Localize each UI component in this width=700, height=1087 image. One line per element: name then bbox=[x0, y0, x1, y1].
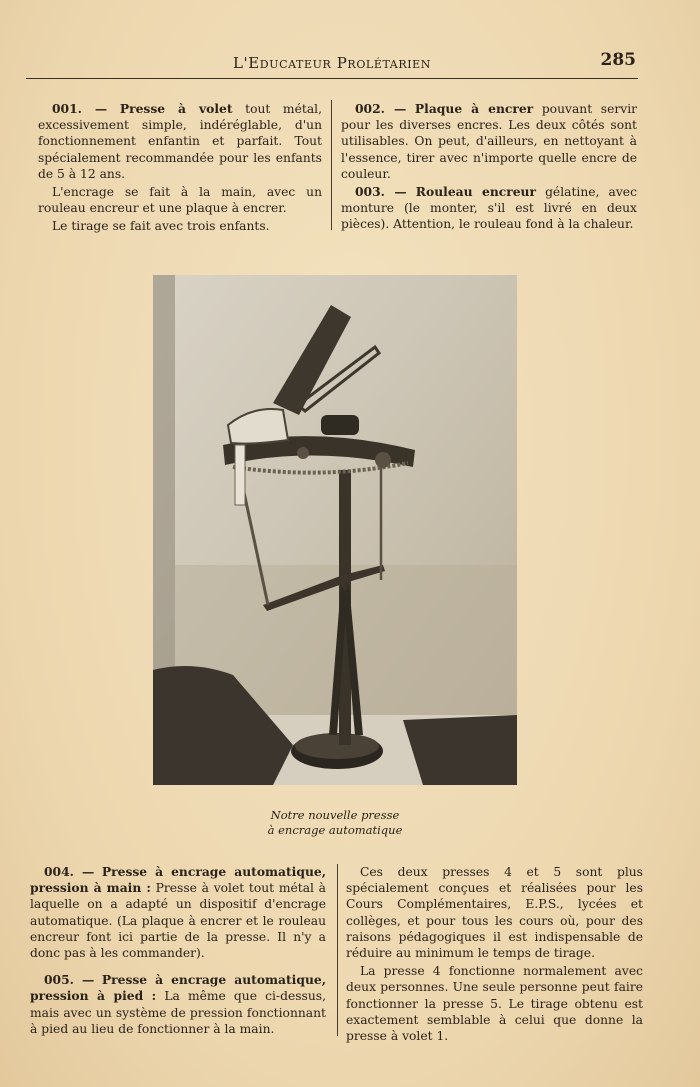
item-005 bbox=[30, 972, 326, 1037]
item-005-number: 005. — bbox=[44, 972, 95, 988]
item-003-number: 003. — bbox=[355, 184, 407, 200]
press-illustration bbox=[153, 275, 517, 785]
column-divider-top bbox=[331, 100, 332, 230]
bottom-right-column bbox=[346, 864, 643, 1044]
top-left-column bbox=[38, 101, 322, 235]
item-001 bbox=[38, 101, 322, 182]
item-005-title: Presse à encrage automatique, pression à pied : bbox=[30, 972, 326, 1004]
item-001-number: 001. — bbox=[52, 101, 108, 116]
item-003-title: Rouleau encreur bbox=[415, 184, 536, 200]
item-002-text: pouvant servir pour les diverses encres. Les deux côtés sont utilisables. On peut, d'ailleurs, en nettoyant à l'essence, tirer avec n'importe quelle encre de couleur. bbox=[341, 102, 638, 181]
top-right-column bbox=[341, 101, 637, 233]
item-002-number: 002. — bbox=[355, 101, 407, 116]
press-photograph bbox=[153, 275, 517, 785]
journal-title: L'Educateur Prolétarien bbox=[232, 54, 432, 72]
bottom-right-paragraph-2: La presse 4 fonctionne normalement avec deux personnes. Une seule personne peut faire fonctionner la presse 5. Le tirage obtenu est exactement semblable à celui que donne la presse à volet 1. bbox=[346, 964, 643, 1044]
item-005-text: La même que ci-dessus, mais avec un système de pression fonctionnant à pied au lieu de fonctionner à la main. bbox=[30, 989, 326, 1036]
item-001-title: Presse à volet bbox=[119, 101, 233, 116]
bottom-right-paragraph-1: Ces deux presses 4 et 5 sont plus spécialement conçues et réalisées pour les Cours Complémentaires, E.P.S., lycées et collèges, et pour tous les cours où, pour des raisons pédagogiques il est indispensable de réduire au minimum le temps de tirage. bbox=[346, 865, 643, 961]
page-number: 285 bbox=[600, 50, 636, 70]
item-004-text: Presse à volet tout métal à laquelle on a adapté un dispositif d'encrage automatique. (La plaque à encrer et le rouleau encreur font ici partie de la presse. Il n'y a donc pas à les commander). bbox=[30, 881, 326, 961]
figure-caption bbox=[200, 808, 470, 838]
item-003-text: gélatine, avec monture (le monter, s'il est livré en deux pièces). Attention, le rouleau fond à la chaleur. bbox=[341, 185, 637, 232]
item-002-title: Plaque à encrer bbox=[414, 101, 534, 116]
item-002 bbox=[341, 101, 637, 182]
caption-line-1: Notre nouvelle presse bbox=[270, 808, 400, 822]
bottom-left-column bbox=[30, 864, 326, 1037]
item-004-title: Presse à encrage automatique, pression à main : bbox=[30, 864, 326, 896]
item-004 bbox=[30, 864, 326, 961]
running-head bbox=[26, 50, 638, 79]
item-001-paragraph-3: Le tirage se fait avec trois enfants. bbox=[52, 219, 270, 234]
caption-line-2: à encrage automatique bbox=[267, 823, 403, 837]
item-004-number: 004. — bbox=[44, 864, 95, 879]
item-003 bbox=[341, 184, 637, 233]
item-001-paragraph-2: L'encrage se fait à la main, avec un rouleau encreur et une plaque à encrer. bbox=[38, 185, 322, 216]
item-001-text: tout métal, excessivement simple, indéréglable, d'un fonctionnement enfantin et parfait. Tout spécialement recommandée pour les enfants de 5 à 12 ans. bbox=[38, 102, 322, 181]
column-divider-bottom bbox=[337, 864, 338, 1036]
